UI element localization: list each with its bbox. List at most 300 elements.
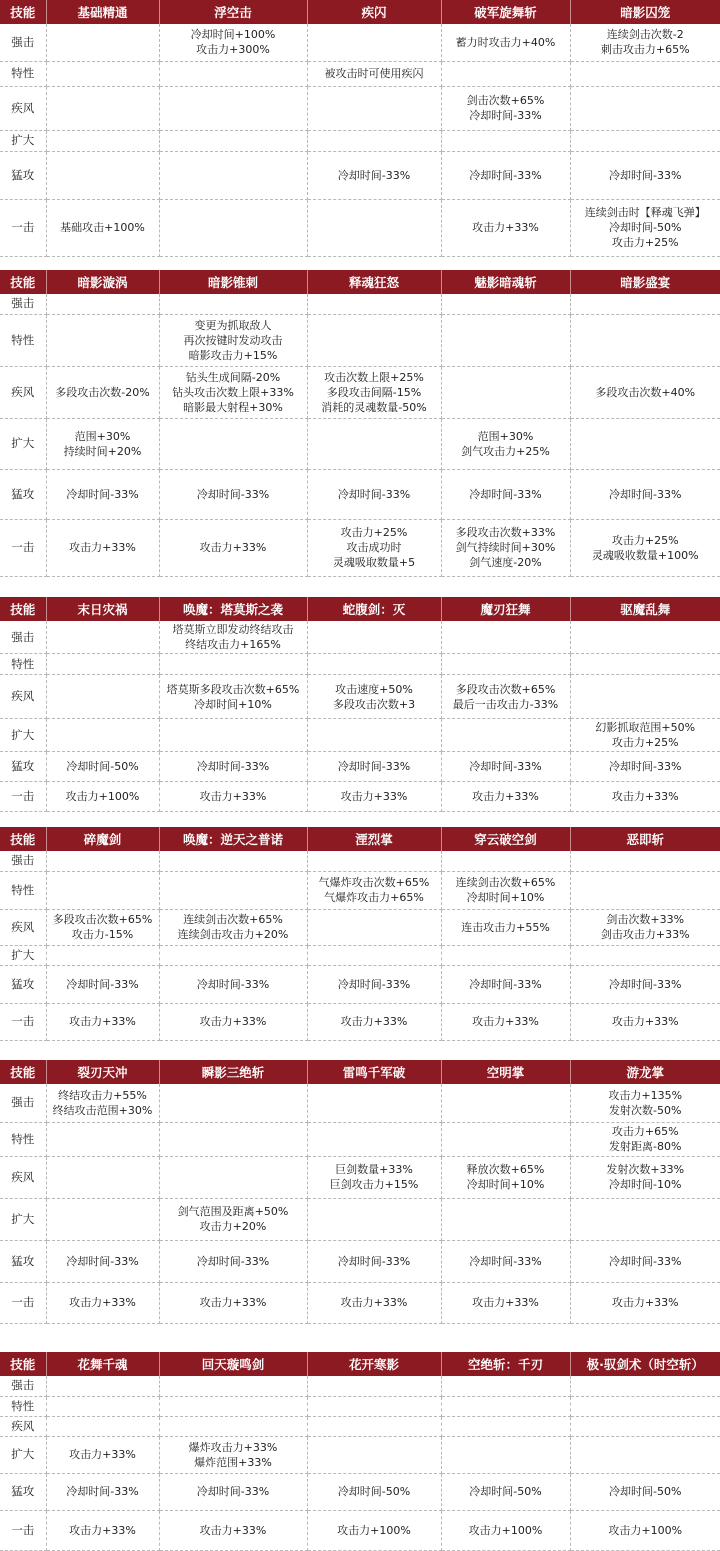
effect-cell: [570, 418, 720, 469]
effect-cell: [570, 1436, 720, 1473]
table-row: [0, 621, 720, 654]
effect-cell: [441, 654, 570, 675]
effect-cell: [570, 294, 720, 314]
effect-cell: [570, 675, 720, 719]
table-row: [0, 719, 720, 752]
row-label: 一击: [0, 1003, 46, 1040]
effect-cell: 多段攻击次数+33% 剑气持续时间+30% 剑气速度-20%: [441, 519, 570, 576]
row-label: 疾风: [0, 1156, 46, 1198]
effect-cell: [441, 314, 570, 366]
row-label: 扩大: [0, 719, 46, 752]
effect-cell: 攻击速度+50% 多段攻击次数+3: [307, 675, 441, 719]
effect-cell: [441, 130, 570, 151]
table-row: [0, 1122, 720, 1156]
skill-name-header: 暗影囚笼: [570, 0, 720, 24]
row-label: 猛攻: [0, 1240, 46, 1282]
effect-cell: [441, 719, 570, 752]
table-row: [0, 752, 720, 782]
table-row: [0, 61, 720, 86]
effect-cell: 攻击力+33%: [159, 782, 307, 812]
effect-cell: [307, 86, 441, 130]
table-row: [0, 151, 720, 199]
effect-cell: [46, 151, 159, 199]
row-label: 强击: [0, 294, 46, 314]
effect-cell: 冷却时间-33%: [307, 469, 441, 519]
row-label: 特性: [0, 871, 46, 909]
effect-cell: 冷却时间-33%: [570, 151, 720, 199]
skill-table-3: [0, 597, 720, 812]
effect-cell: [159, 1084, 307, 1122]
effect-cell: [159, 151, 307, 199]
effect-cell: 攻击力+100%: [441, 1510, 570, 1550]
effect-cell: [46, 130, 159, 151]
effect-cell: 发射次数+33% 冷却时间-10%: [570, 1156, 720, 1198]
effect-cell: [46, 654, 159, 675]
effect-cell: 冷却时间-33%: [441, 469, 570, 519]
effect-cell: [307, 851, 441, 871]
effect-cell: [46, 1416, 159, 1436]
effect-cell: 被攻击时可使用疾闪: [307, 61, 441, 86]
effect-cell: 攻击力+33%: [159, 519, 307, 576]
effect-cell: 幻影抓取范围+50% 攻击力+25%: [570, 719, 720, 752]
header-skill-label: 技能: [0, 270, 46, 294]
row-label: 疾风: [0, 909, 46, 945]
skill-name-header: 恶即斩: [570, 827, 720, 851]
effect-cell: [46, 675, 159, 719]
skill-name-header: 极·驭剑术（时空斩）: [570, 1352, 720, 1376]
effect-cell: [307, 719, 441, 752]
effect-cell: 攻击力+33%: [46, 1436, 159, 1473]
skill-name-header: 浮空击: [159, 0, 307, 24]
table-row: [0, 314, 720, 366]
skill-table: [0, 1352, 720, 1551]
table-row: [0, 1240, 720, 1282]
effect-cell: 冷却时间-33%: [46, 965, 159, 1003]
skill-name-header: 末日灾祸: [46, 597, 159, 621]
table-row: [0, 871, 720, 909]
row-label: 特性: [0, 654, 46, 675]
table-row: [0, 366, 720, 418]
effect-cell: 塔莫斯立即发动终结攻击 终结攻击力+165%: [159, 621, 307, 654]
table-row: [0, 418, 720, 469]
effect-cell: 攻击力+135% 发射次数-50%: [570, 1084, 720, 1122]
effect-cell: [570, 61, 720, 86]
effect-cell: [46, 945, 159, 965]
table-row: [0, 130, 720, 151]
skill-name-header: 裂刃天冲: [46, 1060, 159, 1084]
table-row: [0, 654, 720, 675]
row-label: 强击: [0, 1084, 46, 1122]
effect-cell: 剑击次数+65% 冷却时间-33%: [441, 86, 570, 130]
table-header-row: [0, 1060, 720, 1084]
skill-name-header: 湮烈掌: [307, 827, 441, 851]
effect-cell: [46, 1122, 159, 1156]
effect-cell: 冷却时间-33%: [570, 1240, 720, 1282]
skill-name-header: 雷鸣千军破: [307, 1060, 441, 1084]
effect-cell: 攻击力+100%: [570, 1510, 720, 1550]
effect-cell: 终结攻击力+55% 终结攻击范围+30%: [46, 1084, 159, 1122]
effect-cell: 连续剑击次数+65% 冷却时间+10%: [441, 871, 570, 909]
effect-cell: 攻击力+100%: [46, 782, 159, 812]
skill-table: [0, 0, 720, 257]
effect-cell: 冷却时间-33%: [307, 752, 441, 782]
skill-name-header: 碎魔剑: [46, 827, 159, 851]
effect-cell: [46, 61, 159, 86]
header-skill-label: 技能: [0, 1352, 46, 1376]
effect-cell: [570, 1198, 720, 1240]
skill-table-5: [0, 1060, 720, 1324]
effect-cell: 多段攻击次数+65% 最后一击攻击力-33%: [441, 675, 570, 719]
skill-name-header: 释魂狂怒: [307, 270, 441, 294]
effect-cell: 冷却时间-33%: [46, 1240, 159, 1282]
effect-cell: [46, 851, 159, 871]
skill-name-header: 驱魔乱舞: [570, 597, 720, 621]
effect-cell: 攻击力+33%: [441, 199, 570, 256]
effect-cell: 攻击力+33%: [307, 782, 441, 812]
effect-cell: [441, 1396, 570, 1416]
table-row: [0, 199, 720, 256]
effect-cell: [159, 719, 307, 752]
table-row: [0, 675, 720, 719]
table-row: [0, 965, 720, 1003]
effect-cell: 冷却时间-33%: [307, 965, 441, 1003]
effect-cell: [307, 24, 441, 61]
effect-cell: 攻击力+100%: [307, 1510, 441, 1550]
row-label: 强击: [0, 621, 46, 654]
effect-cell: 释放次数+65% 冷却时间+10%: [441, 1156, 570, 1198]
effect-cell: 冷却时间-33%: [570, 752, 720, 782]
row-label: 疾风: [0, 366, 46, 418]
effect-cell: 攻击力+33%: [46, 1510, 159, 1550]
effect-cell: 攻击力+33%: [441, 1003, 570, 1040]
table-header-row: [0, 827, 720, 851]
effect-cell: 冷却时间-50%: [441, 1473, 570, 1510]
effect-cell: [570, 851, 720, 871]
effect-cell: 钻头生成间隔-20% 钻头攻击次数上限+33% 暗影最大射程+30%: [159, 366, 307, 418]
table-row: [0, 1510, 720, 1550]
effect-cell: [570, 871, 720, 909]
skill-table: [0, 270, 720, 577]
effect-cell: 冷却时间-33%: [441, 1240, 570, 1282]
row-label: 特性: [0, 1396, 46, 1416]
header-skill-label: 技能: [0, 1060, 46, 1084]
skill-table-2: [0, 270, 720, 577]
row-label: 猛攻: [0, 965, 46, 1003]
skill-name-header: 花开寒影: [307, 1352, 441, 1376]
effect-cell: 冷却时间-50%: [46, 752, 159, 782]
skill-name-header: 疾闪: [307, 0, 441, 24]
effect-cell: [441, 366, 570, 418]
header-skill-label: 技能: [0, 827, 46, 851]
row-label: 猛攻: [0, 469, 46, 519]
effect-cell: 连续剑击次数-2 刺击攻击力+65%: [570, 24, 720, 61]
row-label: 扩大: [0, 130, 46, 151]
table-row: [0, 1396, 720, 1416]
effect-cell: 攻击力+33%: [307, 1282, 441, 1323]
table-row: [0, 469, 720, 519]
effect-cell: [307, 1376, 441, 1396]
skill-name-header: 穿云破空剑: [441, 827, 570, 851]
effect-cell: [307, 1396, 441, 1416]
effect-cell: [307, 294, 441, 314]
table-row: [0, 1198, 720, 1240]
effect-cell: [441, 1376, 570, 1396]
header-skill-label: 技能: [0, 0, 46, 24]
skill-name-header: 破军旋舞斩: [441, 0, 570, 24]
row-label: 强击: [0, 24, 46, 61]
effect-cell: 多段攻击次数+65% 攻击力-15%: [46, 909, 159, 945]
effect-cell: 冷却时间-33%: [46, 469, 159, 519]
effect-cell: [159, 945, 307, 965]
table-row: [0, 909, 720, 945]
effect-cell: [46, 1396, 159, 1416]
effect-cell: 冷却时间-33%: [441, 151, 570, 199]
effect-cell: 范围+30% 剑气攻击力+25%: [441, 418, 570, 469]
table-header-row: [0, 0, 720, 24]
skill-name-header: 唤魔：塔莫斯之袭: [159, 597, 307, 621]
effect-cell: [441, 294, 570, 314]
effect-cell: [159, 86, 307, 130]
effect-cell: [307, 654, 441, 675]
table-row: [0, 1084, 720, 1122]
effect-cell: [46, 1198, 159, 1240]
effect-cell: 攻击力+33%: [570, 782, 720, 812]
effect-cell: 多段攻击次数+40%: [570, 366, 720, 418]
table-row: [0, 86, 720, 130]
effect-cell: [570, 654, 720, 675]
effect-cell: 连续剑击次数+65% 连续剑击攻击力+20%: [159, 909, 307, 945]
effect-cell: 冷却时间-33%: [441, 752, 570, 782]
effect-cell: [570, 130, 720, 151]
effect-cell: [307, 1436, 441, 1473]
effect-cell: 攻击次数上限+25% 多段攻击间隔-15% 消耗的灵魂数量-50%: [307, 366, 441, 418]
effect-cell: [159, 851, 307, 871]
effect-cell: 攻击力+33%: [307, 1003, 441, 1040]
row-label: 猛攻: [0, 151, 46, 199]
skill-name-header: 空明掌: [441, 1060, 570, 1084]
effect-cell: [307, 199, 441, 256]
effect-cell: [570, 314, 720, 366]
skill-name-header: 暗影锥刺: [159, 270, 307, 294]
table-row: [0, 851, 720, 871]
effect-cell: [441, 851, 570, 871]
skill-name-header: 暗影漩涡: [46, 270, 159, 294]
skill-table-4: [0, 827, 720, 1041]
skill-name-header: 基础精通: [46, 0, 159, 24]
effect-cell: 基础攻击+100%: [46, 199, 159, 256]
effect-cell: [159, 61, 307, 86]
effect-cell: [159, 871, 307, 909]
effect-cell: 冷却时间-50%: [570, 1473, 720, 1510]
effect-cell: [159, 418, 307, 469]
effect-cell: 塔莫斯多段攻击次数+65% 冷却时间+10%: [159, 675, 307, 719]
effect-cell: [46, 871, 159, 909]
effect-cell: [307, 314, 441, 366]
effect-cell: [441, 1436, 570, 1473]
row-label: 一击: [0, 519, 46, 576]
skill-name-header: 魅影暗魂斩: [441, 270, 570, 294]
effect-cell: 冷却时间-33%: [46, 1473, 159, 1510]
skill-name-header: 蛇腹剑：灭: [307, 597, 441, 621]
effect-cell: [159, 1376, 307, 1396]
effect-cell: 冷却时间-33%: [159, 1240, 307, 1282]
effect-cell: 冷却时间-33%: [307, 151, 441, 199]
effect-cell: [307, 1416, 441, 1436]
effect-cell: 冷却时间-33%: [159, 965, 307, 1003]
skill-table-1: [0, 0, 720, 257]
table-row: [0, 519, 720, 576]
row-label: 一击: [0, 782, 46, 812]
skill-table-6: [0, 1352, 720, 1551]
effect-cell: [46, 1156, 159, 1198]
table-row: [0, 24, 720, 61]
table-row: [0, 1003, 720, 1040]
skill-name-header: 瞬影三绝斩: [159, 1060, 307, 1084]
effect-cell: 攻击力+33%: [46, 1282, 159, 1323]
row-label: 扩大: [0, 1436, 46, 1473]
table-row: [0, 782, 720, 812]
table-row: [0, 1156, 720, 1198]
effect-cell: [159, 1122, 307, 1156]
effect-cell: 范围+30% 持续时间+20%: [46, 418, 159, 469]
effect-cell: [441, 945, 570, 965]
row-label: 扩大: [0, 418, 46, 469]
skill-name-header: 回天璇鸣剑: [159, 1352, 307, 1376]
effect-cell: [441, 621, 570, 654]
effect-cell: [159, 1396, 307, 1416]
effect-cell: [570, 1416, 720, 1436]
row-label: 猛攻: [0, 1473, 46, 1510]
effect-cell: 剑击次数+33% 剑击攻击力+33%: [570, 909, 720, 945]
effect-cell: [307, 130, 441, 151]
effect-cell: 爆炸攻击力+33% 爆炸范围+33%: [159, 1436, 307, 1473]
skill-name-header: 游龙掌: [570, 1060, 720, 1084]
effect-cell: [441, 1084, 570, 1122]
effect-cell: [307, 945, 441, 965]
table-row: [0, 1282, 720, 1323]
effect-cell: [441, 1122, 570, 1156]
skill-name-header: 魔刃狂舞: [441, 597, 570, 621]
effect-cell: 冷却时间-33%: [307, 1240, 441, 1282]
effect-cell: [307, 621, 441, 654]
effect-cell: 冷却时间-33%: [570, 469, 720, 519]
effect-cell: 攻击力+33%: [159, 1003, 307, 1040]
effect-cell: [441, 61, 570, 86]
effect-cell: 巨剑数量+33% 巨剑攻击力+15%: [307, 1156, 441, 1198]
table-row: [0, 1473, 720, 1510]
effect-cell: [46, 314, 159, 366]
effect-cell: [46, 719, 159, 752]
row-label: 特性: [0, 61, 46, 86]
effect-cell: 攻击力+33%: [441, 782, 570, 812]
effect-cell: [307, 909, 441, 945]
effect-cell: [570, 1376, 720, 1396]
table-header-row: [0, 270, 720, 294]
header-skill-label: 技能: [0, 597, 46, 621]
row-label: 疾风: [0, 1416, 46, 1436]
effect-cell: [159, 130, 307, 151]
skill-table: [0, 1060, 720, 1324]
effect-cell: [46, 621, 159, 654]
effect-cell: 攻击力+33%: [570, 1282, 720, 1323]
skill-table: [0, 597, 720, 812]
effect-cell: 多段攻击次数-20%: [46, 366, 159, 418]
skill-name-header: 唤魔：逆天之普诺: [159, 827, 307, 851]
table-row: [0, 1416, 720, 1436]
effect-cell: [46, 294, 159, 314]
effect-cell: 冷却时间-33%: [159, 1473, 307, 1510]
row-label: 特性: [0, 314, 46, 366]
effect-cell: 冷却时间-33%: [159, 752, 307, 782]
effect-cell: [307, 1084, 441, 1122]
effect-cell: [159, 199, 307, 256]
effect-cell: 冷却时间-33%: [570, 965, 720, 1003]
table-row: [0, 945, 720, 965]
effect-cell: [570, 621, 720, 654]
row-label: 特性: [0, 1122, 46, 1156]
effect-cell: [441, 1198, 570, 1240]
effect-cell: 攻击力+25% 灵魂吸收数量+100%: [570, 519, 720, 576]
effect-cell: 连击攻击力+55%: [441, 909, 570, 945]
skill-name-header: 空绝斩：千刃: [441, 1352, 570, 1376]
row-label: 扩大: [0, 1198, 46, 1240]
effect-cell: 冷却时间+100% 攻击力+300%: [159, 24, 307, 61]
effect-cell: [570, 86, 720, 130]
skill-table: [0, 827, 720, 1041]
table-row: [0, 1376, 720, 1396]
effect-cell: [159, 1416, 307, 1436]
table-row: [0, 1436, 720, 1473]
effect-cell: 连续剑击时【释魂飞弹】 冷却时间-50% 攻击力+25%: [570, 199, 720, 256]
skill-name-header: 暗影盛宴: [570, 270, 720, 294]
effect-cell: 变更为抓取敌人 再次按键时发动攻击 暗影攻击力+15%: [159, 314, 307, 366]
row-label: 猛攻: [0, 752, 46, 782]
effect-cell: [46, 24, 159, 61]
effect-cell: [159, 294, 307, 314]
effect-cell: 攻击力+33%: [441, 1282, 570, 1323]
effect-cell: 冷却时间-33%: [159, 469, 307, 519]
effect-cell: 冷却时间-50%: [307, 1473, 441, 1510]
skill-name-header: 花舞千魂: [46, 1352, 159, 1376]
effect-cell: [46, 86, 159, 130]
table-row: [0, 294, 720, 314]
effect-cell: 攻击力+33%: [570, 1003, 720, 1040]
effect-cell: [307, 1122, 441, 1156]
row-label: 疾风: [0, 86, 46, 130]
row-label: 扩大: [0, 945, 46, 965]
table-header-row: [0, 1352, 720, 1376]
effect-cell: 攻击力+33%: [46, 519, 159, 576]
effect-cell: [307, 1198, 441, 1240]
effect-cell: 攻击力+65% 发射距离-80%: [570, 1122, 720, 1156]
effect-cell: [46, 1376, 159, 1396]
effect-cell: 攻击力+25% 攻击成功时 灵魂吸取数量+5: [307, 519, 441, 576]
row-label: 一击: [0, 1510, 46, 1550]
effect-cell: [307, 418, 441, 469]
effect-cell: 气爆炸攻击次数+65% 气爆炸攻击力+65%: [307, 871, 441, 909]
row-label: 一击: [0, 1282, 46, 1323]
effect-cell: 攻击力+33%: [159, 1510, 307, 1550]
effect-cell: [570, 1396, 720, 1416]
row-label: 一击: [0, 199, 46, 256]
effect-cell: 冷却时间-33%: [441, 965, 570, 1003]
row-label: 疾风: [0, 675, 46, 719]
effect-cell: 攻击力+33%: [46, 1003, 159, 1040]
effect-cell: 剑气范围及距离+50% 攻击力+20%: [159, 1198, 307, 1240]
effect-cell: [570, 945, 720, 965]
effect-cell: [441, 1416, 570, 1436]
row-label: 强击: [0, 851, 46, 871]
